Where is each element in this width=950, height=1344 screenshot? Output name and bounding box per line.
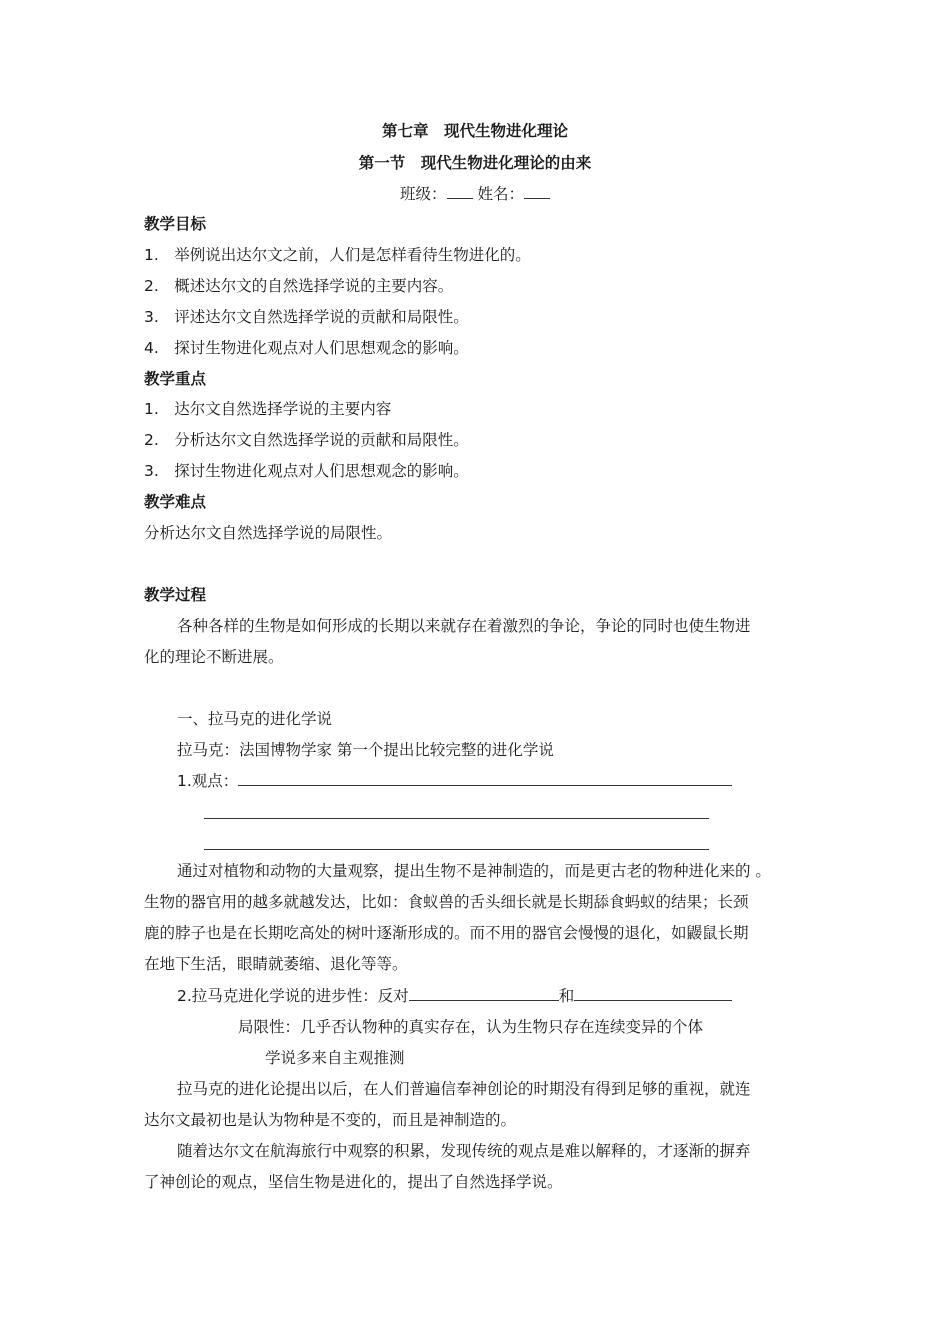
progress-blank-2[interactable] bbox=[574, 986, 732, 1001]
class-name-row bbox=[0, 183, 950, 205]
viewpoint-row bbox=[177, 770, 732, 792]
objectives-heading: 教学目标 bbox=[144, 215, 207, 233]
progress-row bbox=[177, 985, 732, 1007]
objective-item: 1. 举例说出达尔文之前，人们是怎样看待生物进化的。 bbox=[144, 246, 531, 264]
key-point-item: 3. 探讨生物进化观点对人们思想观念的影响。 bbox=[144, 462, 469, 480]
chapter-title: 第七章 现代生物进化理论 bbox=[381, 122, 568, 140]
key-point-item: 1. 达尔文自然选择学说的主要内容 bbox=[144, 400, 392, 418]
intro-paragraph-line: 各种各样的生物是如何形成的长期以来就存在着激烈的争论，争论的同时也使生物进 bbox=[177, 617, 751, 635]
paragraph-line: 达尔文最初也是认为物种是不变的，而且是神制造的。 bbox=[144, 1111, 517, 1129]
objective-item: 3. 评述达尔文自然选择学说的贡献和局限性。 bbox=[144, 308, 469, 326]
process-heading: 教学过程 bbox=[144, 586, 207, 604]
difficulties-text: 分析达尔文自然选择学说的局限性。 bbox=[144, 524, 393, 542]
paragraph-line: 拉马克的进化论提出以后，在人们普遍信奉神创论的时期没有得到足够的重视，就连 bbox=[177, 1080, 751, 1098]
class-blank[interactable] bbox=[447, 184, 473, 199]
section-title: 第一节 现代生物进化理论的由来 bbox=[358, 154, 592, 172]
progress-blank-1[interactable] bbox=[409, 986, 559, 1001]
paragraph-line: 了神创论的观点，坚信生物是进化的，提出了自然选择学说。 bbox=[144, 1173, 563, 1191]
class-label: 班级： bbox=[400, 185, 447, 203]
objective-item: 4. 探讨生物进化观点对人们思想观念的影响。 bbox=[144, 339, 469, 357]
name-blank[interactable] bbox=[524, 184, 550, 199]
difficulties-heading: 教学难点 bbox=[144, 493, 207, 511]
intro-paragraph-line: 化的理论不断进展。 bbox=[144, 648, 284, 666]
lamarck-heading: 一、拉马克的进化学说 bbox=[177, 710, 333, 728]
observation-line: 鹿的脖子也是在长期吃高处的树叶逐渐形成的。而不用的器官会慢慢的退化，如鼹鼠长期 bbox=[144, 924, 749, 942]
limitation-line: 局限性：几乎否认物种的真实存在，认为生物只存在连续变异的个体 bbox=[238, 1018, 704, 1036]
observation-line: 在地下生活，眼睛就萎缩、退化等等。 bbox=[144, 955, 408, 973]
name-label: 姓名： bbox=[477, 185, 524, 203]
objective-item: 2. 概述达尔文的自然选择学说的主要内容。 bbox=[144, 277, 454, 295]
limitation-line: 学说多来自主观推测 bbox=[265, 1049, 405, 1067]
progress-label: 2.拉马克进化学说的进步性：反对 bbox=[177, 987, 409, 1005]
progress-and: 和 bbox=[558, 987, 575, 1005]
viewpoint-blank-line[interactable] bbox=[204, 818, 709, 819]
viewpoint-blank-line[interactable] bbox=[204, 849, 709, 850]
lamarck-description: 拉马克：法国博物学家 第一个提出比较完整的进化学说 bbox=[177, 741, 554, 759]
paragraph-line: 随着达尔文在航海旅行中观察的积累，发现传统的观点是难以解释的，才逐渐的摒弃 bbox=[177, 1142, 751, 1160]
viewpoint-blank[interactable] bbox=[238, 771, 732, 786]
viewpoint-label: 1.观点： bbox=[177, 772, 239, 790]
key-points-heading: 教学重点 bbox=[144, 370, 207, 388]
observation-line: 生物的器官用的越多就越发达，比如：食蚁兽的舌头细长就是长期舔食蚂蚁的结果；长颈 bbox=[144, 893, 749, 911]
key-point-item: 2. 分析达尔文自然选择学说的贡献和局限性。 bbox=[144, 431, 469, 449]
observation-line: 通过对植物和动物的大量观察，提出生物不是神制造的，而是更古老的物种进化来的 。 bbox=[177, 862, 771, 880]
